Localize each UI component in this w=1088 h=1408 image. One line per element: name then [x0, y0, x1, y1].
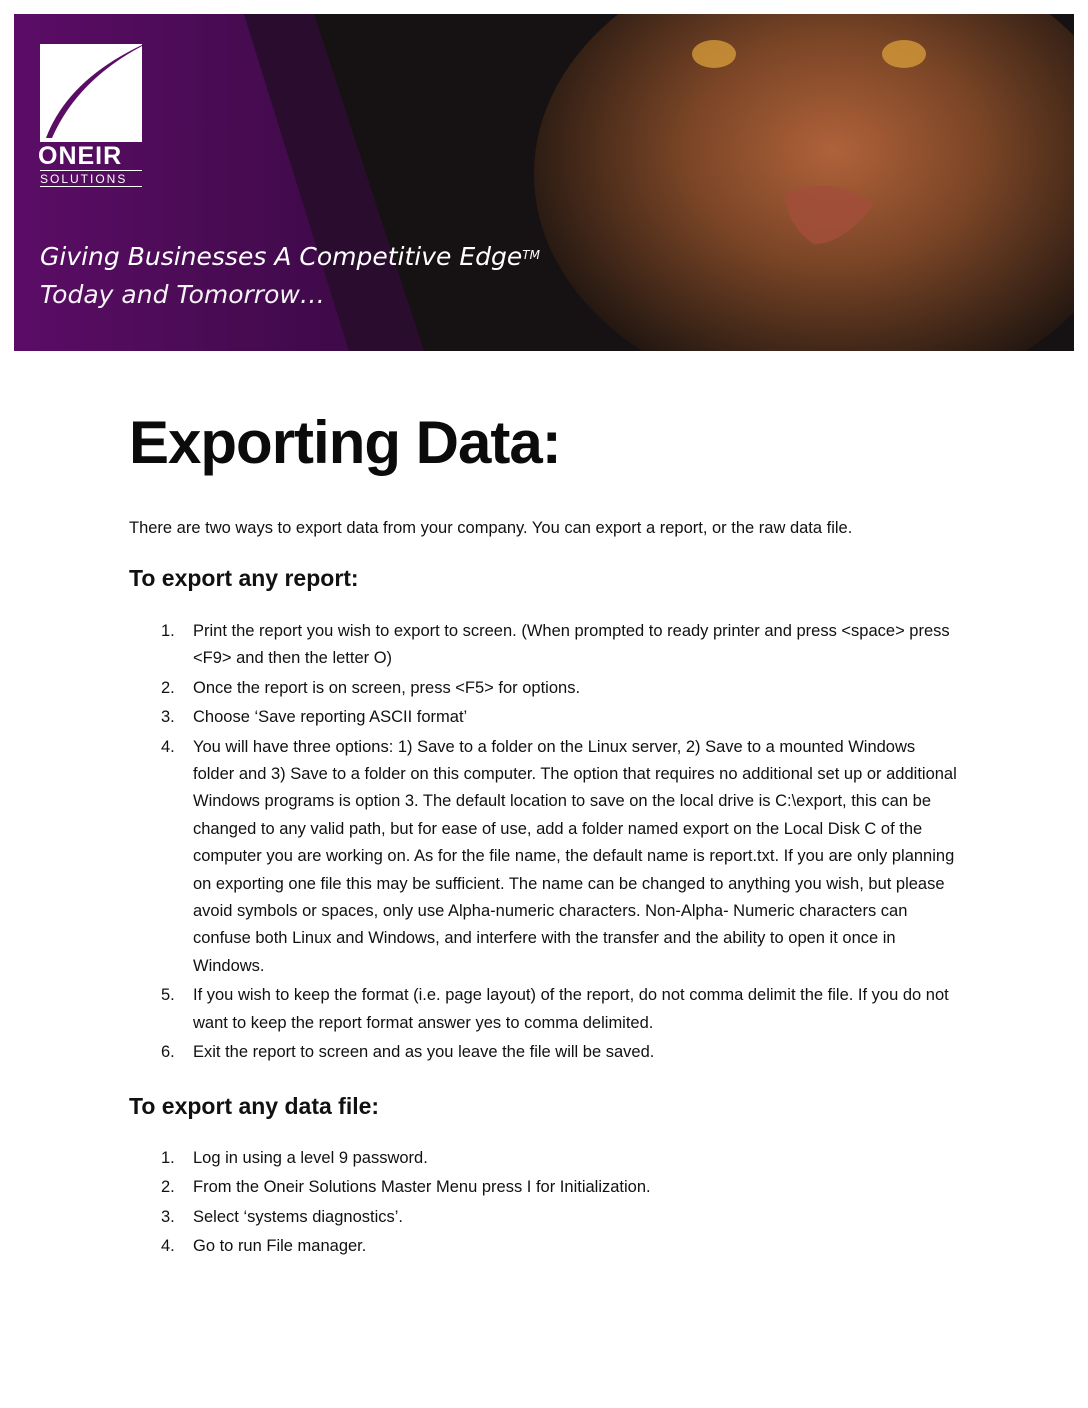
report-section-heading: To export any report: [129, 565, 359, 591]
list-item-number: 4. [161, 737, 175, 756]
list-item-number: 4. [161, 1237, 175, 1256]
list-item-number: 3. [161, 1207, 175, 1226]
list-item-text: Once the report is on screen, press <F5> for options. [193, 678, 581, 697]
report-steps-list [129, 618, 959, 1069]
logo-subtitle: SOLUTIONS [40, 170, 142, 187]
data-section-heading: To export any data file: [129, 1093, 380, 1119]
list-item [129, 1145, 959, 1172]
list-item [129, 1174, 959, 1201]
tagline-line1: Giving Businesses A Competitive Edge [40, 242, 523, 271]
lion-image [534, 14, 1074, 351]
document-body [129, 400, 959, 1256]
logo-swoosh-icon [40, 44, 142, 142]
list-item-text: Go to run File manager. [193, 1237, 367, 1256]
intro-paragraph: There are two ways to export data from your company. You can export a report, or the raw data file. [129, 519, 853, 537]
list-item-number: 2. [161, 1178, 175, 1197]
header-banner [14, 14, 1074, 351]
list-item-number: 3. [161, 708, 175, 727]
list-item-number: 1. [161, 622, 175, 640]
tagline-line2: Today and Tomorrow… [40, 280, 325, 309]
list-item-number: 5. [161, 986, 175, 1005]
logo-name: ONEIR [38, 142, 123, 170]
list-item [129, 734, 959, 981]
trademark: TM [522, 248, 540, 262]
tagline [40, 238, 540, 314]
list-item-text: From the Oneir Solutions Master Menu press I for Initialization. [193, 1178, 651, 1197]
list-item [129, 1233, 959, 1260]
list-item [129, 1039, 959, 1066]
list-item-text: You will have three options: 1) Save to a folder on the Linux server, 2) Save to a mounted Windows folder and 3) Save to a folder on this computer. The option that requires no additional set up or additional Windows programs is option 3. The default location to save on the local drive is C:\export, this can be changed to any valid path, but for ease of use, add a folder named export on the Local Disk C of the computer you are working on. As for the file name, the default name is report.txt. If you are only planning on exporting one file this may be sufficient. The name can be changed to anything you wish, but please avoid symbols or spaces, only use Alpha-numeric characters. Non-Alpha- Numeric characters can confuse both Linux and Windows, and interfere with the transfer and the ability to open it once in Windows. [193, 737, 957, 975]
list-item-number: 2. [161, 678, 175, 697]
list-item [129, 1204, 959, 1231]
list-item [129, 675, 959, 702]
page-title: Exporting Data: [129, 409, 561, 476]
list-item-text: Choose ‘Save reporting ASCII format’ [193, 708, 468, 727]
list-item-text: Print the report you wish to export to screen. (When prompted to ready printer and press <space> press <F9> and then the letter O) [193, 622, 950, 668]
list-item-text: If you wish to keep the format (i.e. page layout) of the report, do not comma delimit the file. If you do not want to keep the report format answer yes to comma delimited. [193, 986, 949, 1032]
list-item [129, 982, 959, 1037]
list-item [129, 618, 959, 673]
list-item-number: 1. [161, 1149, 175, 1167]
list-item [129, 704, 959, 731]
data-steps-list [129, 1145, 959, 1263]
list-item-number: 6. [161, 1043, 175, 1062]
logo-mark [40, 44, 142, 142]
list-item-text: Log in using a level 9 password. [193, 1149, 428, 1167]
list-item-text: Select ‘systems diagnostics’. [193, 1207, 403, 1226]
list-item-text: Exit the report to screen and as you leave the file will be saved. [193, 1043, 655, 1062]
